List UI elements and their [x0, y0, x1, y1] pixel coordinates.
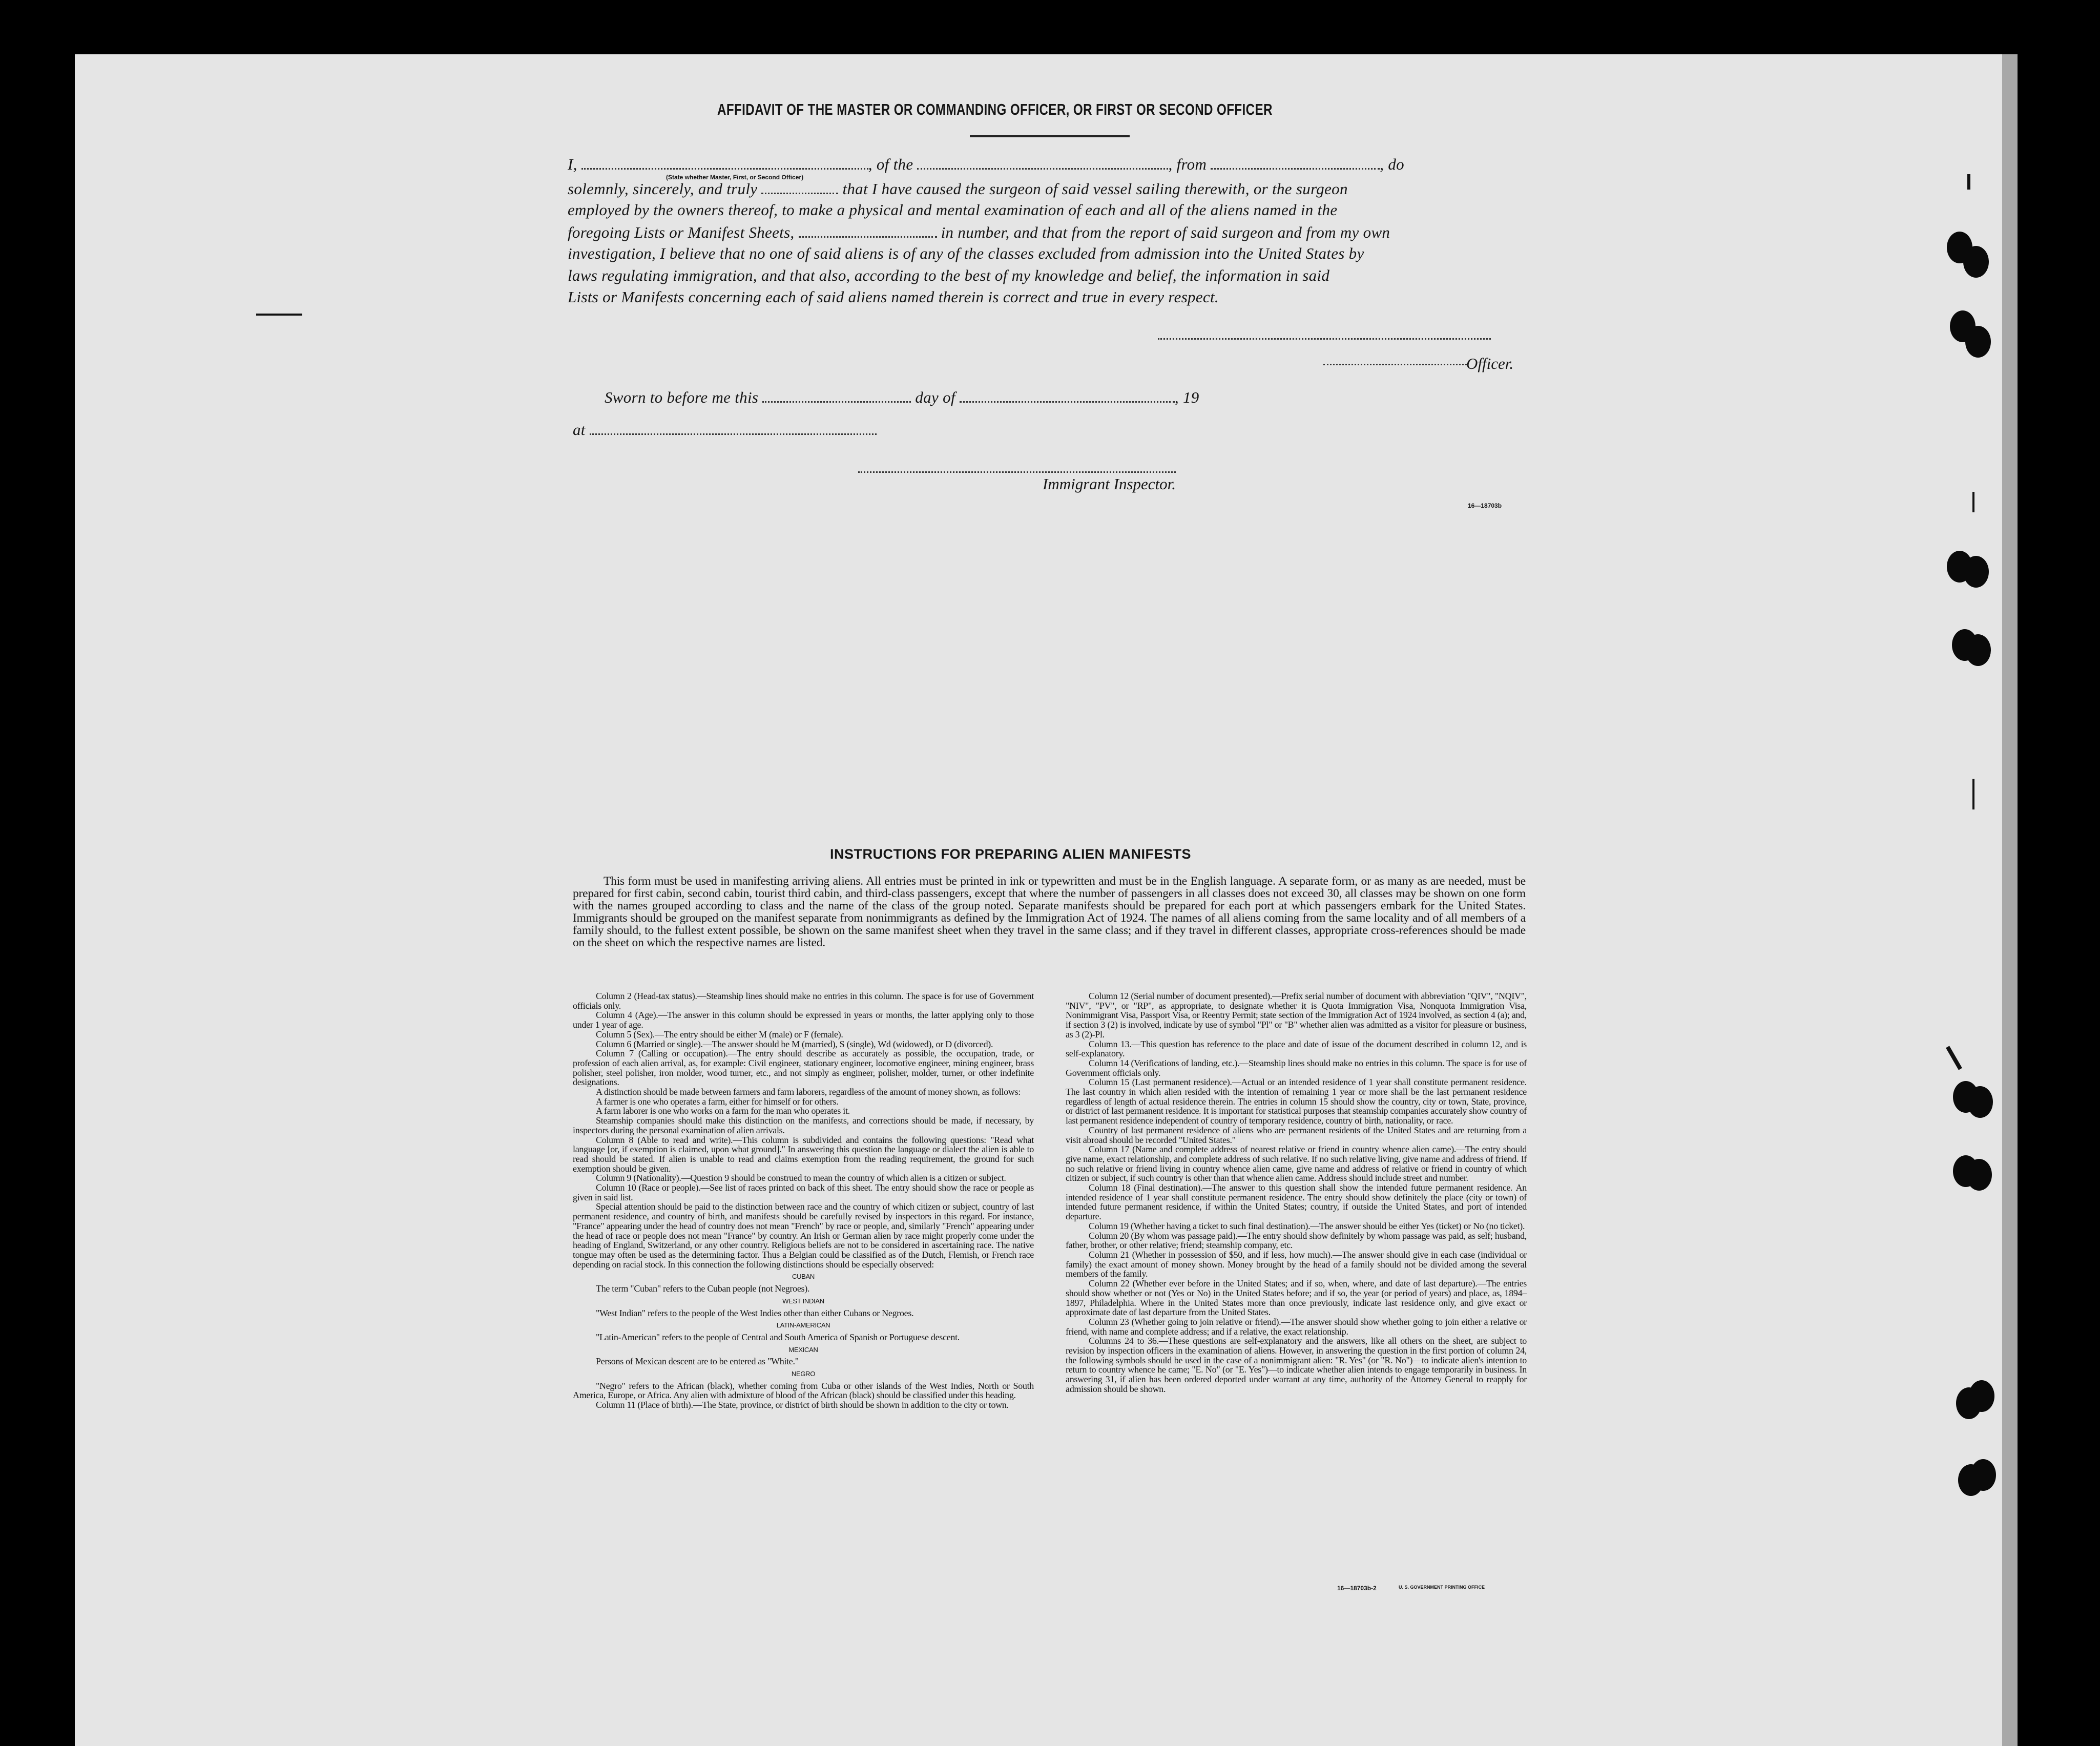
affidavit-line-5: investigation, I believe that no one of said aliens is of any of the classes excluded from admission into the United States by	[568, 244, 1364, 262]
instruction-paragraph: Steamship companies should make this distinction on the manifests, and corrections should be made, if necessary, by inspectors during the personal examination of alien arrivals.	[573, 1115, 1034, 1135]
officer-signature-blank[interactable]	[1323, 364, 1467, 365]
instruction-paragraph: The term "Cuban" refers to the Cuban people (not Negroes).	[596, 1283, 810, 1294]
instruction-paragraph: Country of last permanent residence of aliens who are permanent residents of the United States and are returning from a visit abroad should be recorded "United States."	[1066, 1125, 1527, 1145]
instruction-paragraph: A farm laborer is one who works on a farm for the man who operates it.	[596, 1106, 850, 1116]
instructions-title: INSTRUCTIONS FOR PREPARING ALIEN MANIFESTS	[830, 846, 1192, 862]
affidavit-line-2: solemnly, sincerely, and truly that I have caused the surgeon of said vessel sailing therewith, or the surgeon	[568, 180, 1348, 198]
ink-mark	[256, 314, 302, 316]
at-line: at	[573, 420, 1526, 439]
instruction-paragraph: "Negro" refers to the African (black), whether coming from Cuba or other islands of the West Indies, North or South America, Europe, or Africa. Any alien with admixture of blood of the African (black) should be classified under this heading.	[573, 1380, 1034, 1401]
port-blank[interactable]	[1211, 155, 1380, 170]
title-divider	[970, 135, 1130, 137]
instruction-paragraph: Column 10 (Race or people).—See list of races printed on back of this sheet. The entry should show the race or people as given in said list.	[573, 1182, 1034, 1202]
truly-blank[interactable]	[761, 179, 838, 194]
instruction-paragraph: Special attention should be paid to the distinction between race and the country of which citizen or subject, country of last permanent residence, and country of birth, and manifests should be carefully revised by inspectors in this regard. For instance, "France" appearing under the head of country does not mean "French" by race or people, and, similarly "French" appearing under the head of race or people does not mean "France" by country. An Irish or German alien by race might properly come under the heading of England, Switzerland, or any other country. Religious beliefs are not to be considered in ascertaining race. The native tongue may often be used as the determining factor. Thus a Belgian could be classified as of the Dutch, Flemish, or French race depending on racial stock. In this connection the following distinctions should be especially observed:	[573, 1201, 1034, 1270]
sworn-month-blank[interactable]	[960, 388, 1175, 403]
signature-line[interactable]	[1158, 338, 1491, 340]
inspector-label: Immigrant Inspector.	[1043, 475, 1176, 493]
punch-hole	[1967, 1086, 1993, 1118]
instruction-paragraph: Column 21 (Whether in possession of $50, and if less, how much).—The answer should give in each case (individual or family) the exact amount of money shown. Money brought by the head of a family should not be divided among the several members of the family.	[1066, 1249, 1527, 1279]
officer-title-blank[interactable]	[581, 155, 868, 170]
affidavit-from: , from	[1168, 155, 1207, 173]
instructions-intro: This form must be used in manifesting arriving aliens. All entries must be printed in ink or typewritten and must be in the English language. A separate form, or as many as are needed, must be prepared for first cabin, second cabin, tourist third cabin, and third-class passengers, except that where the number of passengers in all classes does not exceed 30, all classes may be shown on one form with the names grouped according to class and the name of the class of the group noted. Separate manifests should be prepared for each port at which passengers embark for the United States. Immigrants should be grouped on the manifest separate from nonimmigrants as defined by the Immigration Act of 1924. The names of all aliens coming from the same locality and of all members of a family should, to the fullest extent possible, be shown on the same manifest sheet when they travel in the same class; and if they travel in different classes, appropriate cross-references should be made on the sheet on which the respective names are listed.	[573, 875, 1526, 949]
affidavit-of-the: , of the	[868, 155, 913, 173]
punch-hole	[1965, 634, 1991, 666]
ink-mark	[1972, 492, 1974, 512]
punch-hole	[1969, 1380, 1994, 1412]
instruction-paragraph: Column 11 (Place of birth).—The State, province, or district of birth should be shown in addition to the city or town.	[596, 1400, 1009, 1410]
affidavit-line-6: laws regulating immigration, and that also, according to the best of my knowledge and belief, the information in said	[568, 266, 1330, 284]
instruction-paragraph: Column 23 (Whether going to join relative or friend).—The answer should show whether going to join either a relative or friend, with name and complete address; and if a relative, the exact relationship.	[1066, 1316, 1527, 1337]
section-heading: WEST INDIAN	[782, 1297, 824, 1305]
instruction-paragraph: Column 20 (By whom was passage paid).—The entry should show definitely by whom passage was paid, as self; husband, father, brother, or other relative; friend; steamship company, etc.	[1066, 1230, 1527, 1251]
instructions-right-column	[1066, 991, 1527, 1394]
affidavit-line-3: employed by the owners thereof, to make a physical and mental examination of each and all of the aliens named in the	[568, 201, 1338, 219]
instructions-left-column	[573, 991, 1034, 1410]
affidavit-title: AFFIDAVIT OF THE MASTER OR COMMANDING OFFICER, OR FIRST OR SECOND OFFICER	[717, 100, 1273, 118]
ink-mark	[1967, 174, 1970, 190]
footer-form-code: 16—18703b-2	[1337, 1585, 1377, 1592]
number-blank[interactable]	[799, 223, 937, 238]
punch-hole	[1963, 246, 1989, 278]
section-heading: LATIN-AMERICAN	[776, 1321, 830, 1329]
page-edge	[2002, 54, 2018, 1746]
instruction-paragraph: Column 14 (Verifications of landing, etc.).—Steamship lines should make no entries in this column. The space is for use of Government officials only.	[1066, 1057, 1527, 1078]
punch-hole	[1966, 1159, 1992, 1191]
officer-label: Officer.	[1466, 355, 1514, 372]
instruction-paragraph: Column 15 (Last permanent residence).—Actual or an intended residence of 1 year shall constitute permanent residence. The last country in which alien resided with the intention of remaining 1 year or more shall be the last permanent residence regardless of length of actual residence therein. The entries in column 15 should show the country, city or town, State, province, or district of last permanent residence. It is important for statistical purposes that steamship companies accurately show country of last permanent residence independent of country of temporary residence, country of birth, nationality, or race.	[1066, 1077, 1527, 1126]
instruction-paragraph: "West Indian" refers to the people of the West Indies other than either Cubans or Negroes.	[596, 1307, 914, 1318]
instruction-paragraph: Column 19 (Whether having a ticket to such final destination).—The answer should be either Yes (ticket) or No (no ticket).	[1089, 1220, 1525, 1231]
form-code: 16—18703b	[1468, 502, 1502, 509]
instruction-paragraph: Column 8 (Able to read and write).—This column is subdivided and contains the following questions: "Read what language [or, if exemption is claimed, upon what ground]." In answering this question the language or dialect the alien is able to read should be stated. If alien is unable to read and claims exemption from the reading requirement, the ground for such exemption should be given.	[573, 1134, 1034, 1174]
affidavit-line-1	[568, 155, 1521, 174]
instruction-paragraph: Column 13.—This question has reference to the place and date of issue of the document described in column 12, and is self-explanatory.	[1066, 1038, 1527, 1059]
punch-hole	[1965, 326, 1991, 358]
vessel-name-blank[interactable]	[917, 155, 1168, 170]
inspector-signature-blank[interactable]	[858, 471, 1176, 473]
instruction-paragraph: Column 18 (Final destination).—The answer to this question shall show the intended future permanent residence. An intended residence of 1 year shall constitute permanent residence. The entry should show definitely the place (city or town) of intended future permanent residence, if within the United States; country, if outside the United States, and port of intended departure.	[1066, 1182, 1527, 1222]
instruction-paragraph: A distinction should be made between farmers and farm laborers, regardless of the amount of money shown, as follows:	[596, 1087, 1021, 1097]
section-heading: MEXICAN	[788, 1345, 818, 1354]
ink-mark	[1972, 779, 1974, 809]
sworn-place-blank[interactable]	[590, 420, 877, 435]
instruction-paragraph: "Latin-American" refers to the people of Central and South America of Spanish or Portuguese descent.	[596, 1332, 960, 1342]
instruction-paragraph: Persons of Mexican descent are to be entered as "White."	[596, 1356, 799, 1367]
instruction-paragraph: Column 2 (Head-tax status).—Steamship lines should make no entries in this column. The space is for use of Government officials only.	[573, 991, 1034, 1011]
affidavit-i: I,	[568, 155, 577, 173]
instruction-paragraph: Column 17 (Name and complete address of nearest relative or friend in country whence alien came).—The entry should give name, exact relationship, and complete address of such relative. If no such relative living, give name and address of friend. If no such relative or friend living in country whence alien came, give name and address of relative or friend in country of which citizen or subject, if such country is other than that whence alien came. Address should include street and number.	[1066, 1144, 1527, 1183]
instruction-paragraph: Column 5 (Sex).—The entry should be either M (male) or F (female).	[596, 1029, 843, 1040]
affidavit-line-7: Lists or Manifests concerning each of said aliens named therein is correct and true in every respect.	[568, 288, 1219, 306]
sworn-line: Sworn to before me this day of , 19	[605, 388, 1199, 406]
instruction-paragraph: Column 7 (Calling or occupation).—The entry should describe as accurately as possible, the occupation, trade, or profession of each alien arrival, as, for example: Civil engineer, stationary engineer, locomotive engineer, mining engineer, brass polisher, steel polisher, iron molder, wood turner, etc., and not simply as engineer, polisher, molder, turner, or other indefinite designations.	[573, 1048, 1034, 1088]
instruction-paragraph: Column 12 (Serial number of document presented).—Prefix serial number of document with abbreviation "QIV", "NQIV", "NIV", "PV", or "RP", as appropriate, to designate whether it is Quota Immigration Visa, Nonquota Immigration Visa, Nonimmigrant Visa, Passport Visa, or Reentry Permit; state section of the Immigration Act of 1924 involved, as section 4 (a); and, if section 3 (2) is involved, indicate by use of symbol "Pl" or "B" whether alien was admitted as a visitor for pleasure or business, as 3 (2)-Pl.	[1066, 991, 1527, 1040]
sworn-day-blank[interactable]	[762, 388, 911, 403]
instruction-paragraph: Column 4 (Age).—The answer in this column should be expressed in years or months, the latter applying only to those under 1 year of age.	[573, 1010, 1034, 1030]
section-heading: CUBAN	[792, 1273, 815, 1281]
instruction-paragraph: Column 22 (Whether ever before in the United States; and if so, when, where, and date of last departure).—The entries should show whether or not (Yes or No) in the United States before; and if so, the year (or period of years) and place, as, 1894–1897, Philadelphia. Where in the United States more than once previously, indicate last residence only, and give exact or approximate date of last departure from the United States.	[1066, 1278, 1527, 1318]
officer-note: (State whether Master, First, or Second Officer)	[666, 174, 804, 181]
printer-imprint: U. S. GOVERNMENT PRINTING OFFICE	[1399, 1585, 1485, 1590]
instruction-paragraph: Column 9 (Nationality).—Question 9 should be construed to mean the country of which alien is a citizen or subject.	[596, 1173, 1006, 1183]
section-heading: NEGRO	[791, 1370, 816, 1378]
affidavit-line-4: foregoing Lists or Manifest Sheets, in number, and that from the report of said surgeon and from my own	[568, 223, 1390, 241]
instruction-paragraph: Column 6 (Married or single).—The answer should be M (married), S (single), Wd (widowed), or D (divorced).	[596, 1038, 993, 1049]
affidavit-do: , do	[1380, 155, 1404, 173]
instruction-paragraph: Columns 24 to 36.—These questions are self-explanatory and the answers, like all others on the sheet, are subject to revision by inspection officers in the examination of aliens. However, in answering the question in the first portion of column 24, the following symbols should be used in the case of a nonimmigrant alien: "R. Yes" (or "R. No")—to indicate alien's intention to return to country whence he came; "E. No" (or "E. Yes")—to indicate whether alien intends to engage temporarily in business. In answering 31, if alien has been ordered deported under warrant at any time, authority of the Attorney General to reapply for admission should be shown.	[1066, 1336, 1527, 1394]
punch-hole	[1963, 556, 1989, 588]
punch-hole	[1970, 1459, 1996, 1491]
instruction-paragraph: A farmer is one who operates a farm, either for himself or for others.	[596, 1096, 839, 1107]
